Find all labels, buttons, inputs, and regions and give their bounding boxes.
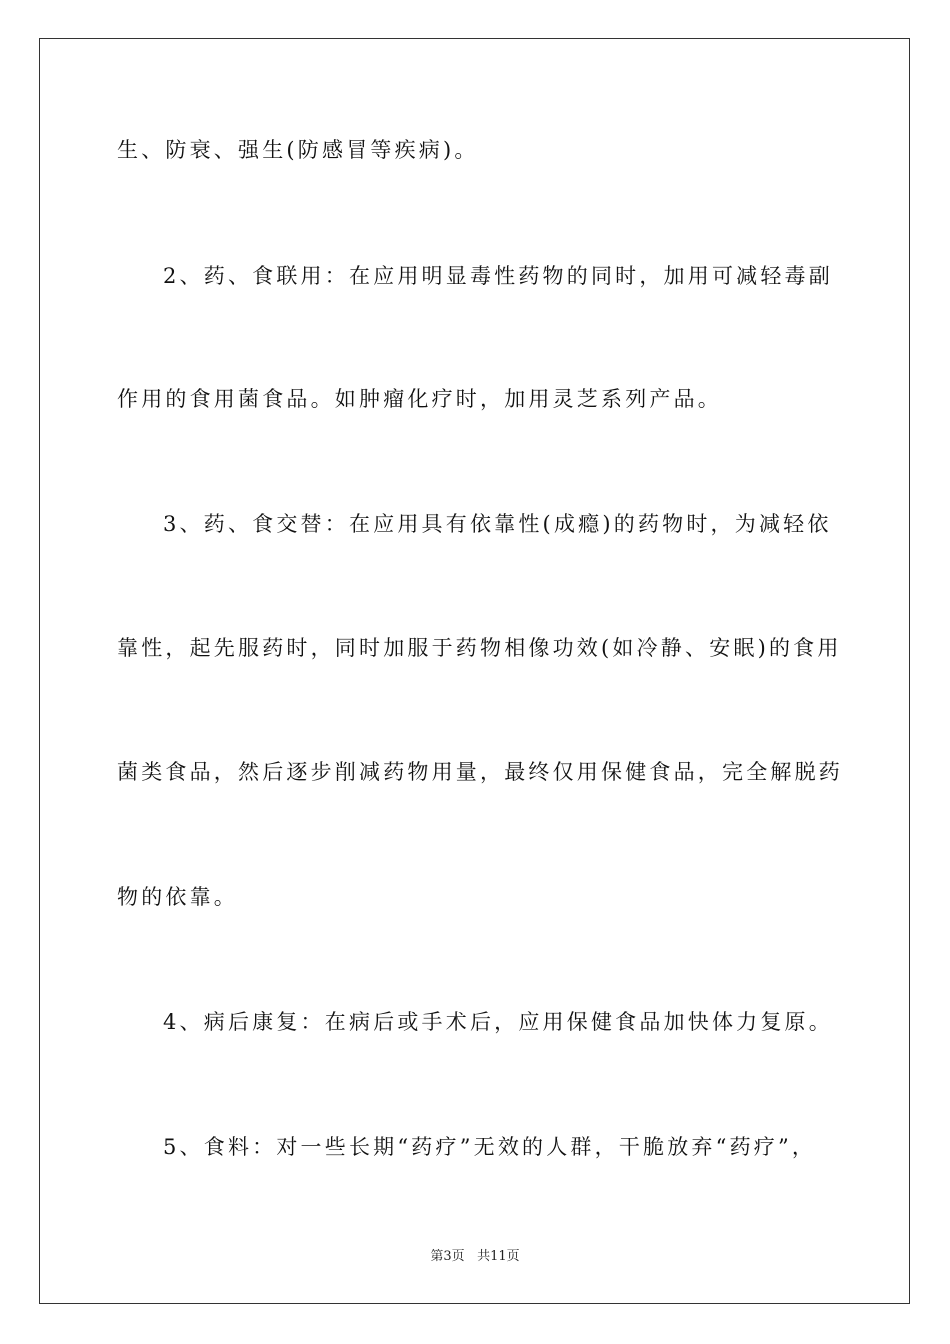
page-frame <box>39 38 910 1304</box>
page-number: 第3页 <box>430 1249 465 1264</box>
page-footer <box>0 1248 950 1266</box>
paragraph-5-line: 5、食料：对一些长期“药疗”无效的人群，干脆放弃“药疗”， <box>163 1135 817 1159</box>
paragraph-3-line: 3、药、食交替：在应用具有依靠性(成瘾)的药物时，为减轻依 <box>163 512 832 536</box>
page-total: 共11页 <box>477 1249 520 1264</box>
paragraph-4-line: 4、病后康复：在病后或手术后，应用保健食品加快体力复原。 <box>163 1010 833 1034</box>
body-line: 物的依靠。 <box>117 885 238 909</box>
paragraph-2-line: 2、药、食联用：在应用明显毒性药物的同时，加用可减轻毒副 <box>163 264 833 288</box>
body-line: 作用的食用菌食品。如肿瘤化疗时，加用灵芝系列产品。 <box>117 387 722 411</box>
body-line: 生、防衰、强生(防感冒等疾病)。 <box>117 138 479 162</box>
body-line: 靠性，起先服药时，同时加服于药物相像功效(如冷静、安眠)的食用 <box>117 636 842 660</box>
body-line: 菌类食品，然后逐步削减药物用量，最终仅用保健食品，完全解脱药 <box>117 760 843 784</box>
